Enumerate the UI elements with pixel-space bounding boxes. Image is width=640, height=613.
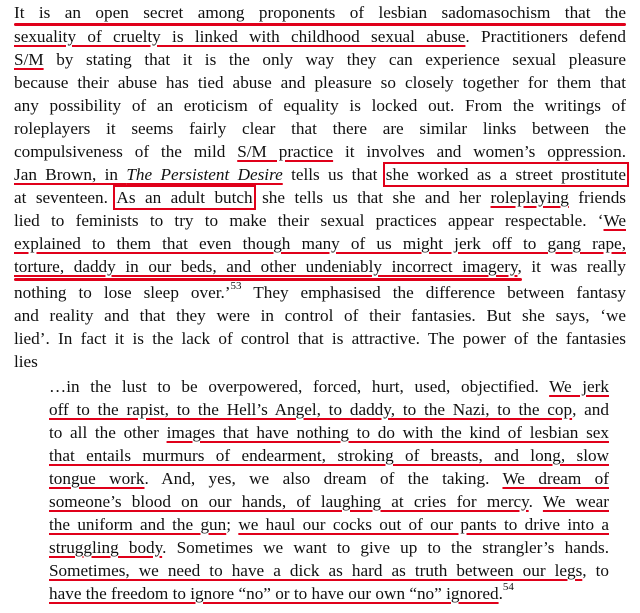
underlined-phrase: have the freedom to ignore “no” or to have our own “no” ignored — [49, 584, 499, 603]
underlined-phrase: the uniform and the gun — [49, 515, 227, 534]
paragraph-text: and reality and that they were in control of their fantasies. But she says, ‘we — [14, 306, 626, 325]
quote-text: ; — [226, 515, 239, 534]
paragraph-text: . Practitioners defend — [465, 27, 626, 46]
paragraph-text: , it was really — [517, 257, 627, 276]
text-line — [14, 118, 626, 140]
underlined-phrase: roleplaying — [490, 188, 569, 207]
boxed-phrase: she worked as a street prostitute — [385, 165, 626, 184]
underlined-phrase: torture, daddy in our beds, and other undeniably incorrect imagery — [14, 257, 518, 276]
underlined-phrase: struggling body — [49, 538, 163, 557]
text-line — [14, 351, 626, 373]
text-line — [14, 2, 626, 24]
underlined-phrase: images that have nothing to do with the kind of lesbian sex — [166, 423, 609, 442]
paragraph-text: compulsiveness of the mild — [14, 142, 238, 161]
quote-line — [49, 583, 609, 605]
underlined-phrase: We dream of — [502, 469, 609, 488]
text-line — [14, 256, 626, 278]
paragraph-text: she tells us that she and her — [252, 188, 491, 207]
quote-text: to all the other — [49, 423, 167, 442]
underlined-phrase: Sometimes, we need to have a dick as hard as truth between our legs — [49, 561, 583, 580]
paragraph-text: nothing to lose sleep over.’ — [14, 283, 231, 302]
text-line — [14, 95, 626, 117]
text-line — [14, 233, 626, 255]
paragraph-text: friends — [568, 188, 626, 207]
paragraph-text: lies — [14, 352, 38, 371]
quote-text: . And, yes, we also dream of the taking. — [144, 469, 503, 488]
underlined-phrase: We — [603, 211, 626, 230]
underlined-phrase: Jan Brown, in — [14, 165, 127, 184]
paragraph-text: because their abuse has tied abuse and pleasure so closely together for them that — [14, 73, 626, 92]
underlined-phrase: tongue work — [49, 469, 145, 488]
book-title: The Persistent Desire — [126, 165, 283, 184]
text-line — [14, 72, 626, 94]
paragraph-text: at seventeen. — [14, 188, 117, 207]
paragraph-text: roleplayers it seems fairly clear that there are similar links between the — [14, 119, 626, 138]
text-line — [14, 282, 626, 304]
quote-line — [49, 445, 609, 467]
underlined-phrase: someone’s blood on our hands, of laughing at cries for mercy — [49, 492, 529, 511]
text-line — [14, 210, 626, 232]
paragraph-text: it involves and women’s oppression. — [333, 142, 626, 161]
footnote-marker: 54 — [502, 581, 514, 593]
underlined-phrase: S/M practice — [237, 142, 334, 161]
quote-line — [49, 537, 609, 559]
text-line — [14, 187, 626, 209]
paragraph-text: It is an open secret among proponents of lesbian sadomasochism that the — [14, 3, 626, 22]
paragraph-text: tells us that — [282, 165, 386, 184]
underlined-phrase: sexuality of cruelty is linked with childhood sexual abuse — [14, 27, 466, 46]
text-line — [14, 164, 626, 186]
quote-text: , and — [572, 400, 609, 419]
quote-text: . — [528, 492, 543, 511]
quote-text: , to — [582, 561, 609, 580]
quote-line — [49, 560, 609, 582]
underlined-phrase: S/M — [14, 50, 44, 69]
underlined-phrase: explained to them that even though many of us might jerk off to gang rape, — [14, 234, 626, 253]
quote-line — [49, 376, 609, 398]
quote-text: . — [498, 584, 503, 603]
text-line — [14, 49, 626, 71]
underlined-phrase: We wear — [542, 492, 609, 511]
underlined-phrase: We jerk — [549, 377, 609, 396]
quote-line — [49, 514, 609, 536]
text-line — [14, 305, 626, 327]
underlined-phrase: that entails murmurs of endearment, stroking of breasts, and long, slow — [49, 446, 609, 465]
quote-text: . Sometimes we want to give up to the strangler’s hands. — [162, 538, 609, 557]
paragraph-text: lied’. In fact it is the lack of control that is attractive. The power of the fantasies — [14, 329, 626, 348]
paragraph-text: They emphasised the difference between fantasy — [241, 283, 626, 302]
footnote-marker: 53 — [230, 280, 242, 292]
paragraph-text: lied to feminists to try to make their sexual practices appear respectable. ‘ — [14, 211, 604, 230]
highlight-underline — [14, 278, 522, 281]
text-line — [14, 141, 626, 163]
quote-line — [49, 399, 609, 421]
quote-line — [49, 468, 609, 490]
underlined-phrase: off to the rapist, to the Hell’s Angel, to daddy, to the Nazi, to the cop — [49, 400, 573, 419]
paragraph-text: by stating that it is the only way they can experience sexual pleasure — [43, 50, 626, 69]
underlined-phrase: we haul our cocks out of our pants to drive into a — [238, 515, 609, 534]
quote-line — [49, 422, 609, 444]
quote-text: …in the lust to be overpowered, forced, hurt, used, objectified. — [49, 377, 550, 396]
paragraph-text: any possibility of an eroticism of equality is locked out. From the writings of — [14, 96, 626, 115]
boxed-phrase: As an adult butch — [116, 188, 253, 207]
text-line — [14, 26, 626, 48]
quote-line — [49, 491, 609, 513]
text-line — [14, 328, 626, 350]
